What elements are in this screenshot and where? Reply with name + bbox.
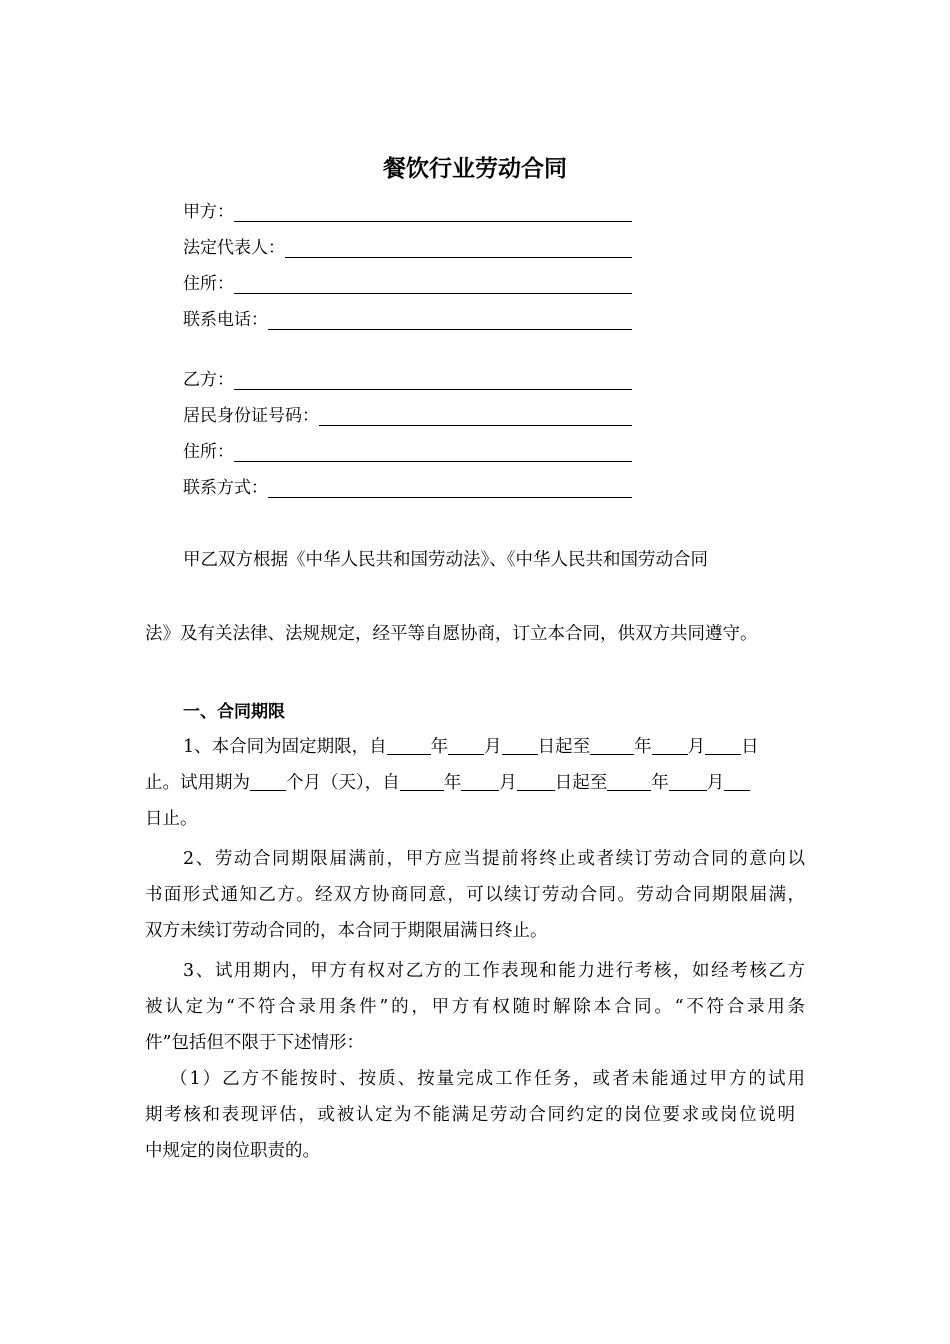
party-b-contact-blank[interactable] xyxy=(268,477,632,498)
probation-end-month-blank[interactable] xyxy=(669,772,707,791)
probation-end-day-blank[interactable] xyxy=(724,772,750,791)
party-a-address-blank[interactable] xyxy=(234,273,632,294)
item-3-1-line-1: （1）乙方不能按时、按质、按量完成工作任务，或者未能通过甲方的试用 xyxy=(170,1069,805,1089)
party-a-name-label: 甲方： xyxy=(183,202,234,222)
item-2-line-2: 书面形式通知乙方。经双方协商同意，可以续订劳动合同。劳动合同期限届满， xyxy=(145,885,805,905)
end-year-blank[interactable] xyxy=(590,736,634,755)
intro-line-1 xyxy=(183,548,708,572)
party-b-id-label: 居民身份证号码： xyxy=(183,406,319,426)
intro-line-2-text: 》及有关法律、法规规定，经平等自愿协商，订立本合同，供双方共同遵守。 xyxy=(162,624,758,644)
from-day-label: 日起至 xyxy=(554,773,608,793)
start-day-blank[interactable] xyxy=(502,736,538,755)
probation-text: 止。试用期为 xyxy=(145,773,250,793)
party-a-rep-field xyxy=(183,236,632,260)
intro-line-2-law-end: 法 xyxy=(145,624,163,644)
party-a-name-field xyxy=(183,200,632,224)
intro-line-1-text: 甲乙双方根据《中华人民共和国劳动法》、《 xyxy=(183,550,516,570)
party-b-id-field xyxy=(183,404,632,428)
party-b-name-label: 乙方： xyxy=(183,370,234,390)
month-label: 月 xyxy=(484,737,502,757)
item-2-line-3: 双方未续订劳动合同的，本合同于期限届满日终止。 xyxy=(145,921,548,941)
intro-line-2 xyxy=(145,622,758,646)
party-a-rep-blank[interactable] xyxy=(285,237,632,258)
month-label: 月 xyxy=(499,773,517,793)
year-label: 年 xyxy=(443,773,462,793)
item-3-1-line-2: 期考核和表现评估，或被认定为不能满足劳动合同约定的岗位要求或岗位说明 xyxy=(145,1105,795,1125)
item-1-text-start: 1、本合同为固定期限，自 xyxy=(183,737,387,757)
year-label: 年 xyxy=(634,737,652,757)
year-label: 年 xyxy=(430,737,449,757)
probation-months-blank[interactable] xyxy=(250,772,286,791)
party-b-address-label: 住所： xyxy=(183,442,234,462)
item-3-1-line-3: 中规定的岗位职责的。 xyxy=(145,1141,320,1161)
party-a-address-field xyxy=(183,272,632,296)
end-day-label: 日 xyxy=(741,737,759,757)
party-b-name-field xyxy=(183,368,632,392)
party-b-address-field xyxy=(183,440,632,464)
start-month-blank[interactable] xyxy=(448,736,484,755)
item-1-line-2 xyxy=(145,771,750,795)
probation-start-year-blank[interactable] xyxy=(400,772,444,791)
start-year-blank[interactable] xyxy=(387,736,431,755)
probation-start-day-blank[interactable] xyxy=(517,772,555,791)
item-1-line-1 xyxy=(183,735,759,759)
item-1-line-3: 日止。 xyxy=(145,809,198,829)
item-2-line-1: 2、劳动合同期限届满前，甲方应当提前将终止或者续订劳动合同的意向以 xyxy=(183,849,805,869)
probation-end-year-blank[interactable] xyxy=(607,772,651,791)
party-b-name-blank[interactable] xyxy=(234,369,632,390)
document-title: 餐饮行业劳动合同 xyxy=(383,156,567,182)
probation-start-month-blank[interactable] xyxy=(461,772,499,791)
party-a-rep-label: 法定代表人： xyxy=(183,238,285,258)
party-a-phone-label: 联系电话： xyxy=(183,310,268,330)
item-3-line-1: 3、试用期内，甲方有权对乙方的工作表现和能力进行考核，如经考核乙方 xyxy=(183,961,805,981)
section-1-heading: 一、合同期限 xyxy=(183,702,285,722)
party-a-address-label: 住所： xyxy=(183,274,234,294)
party-b-id-blank[interactable] xyxy=(319,405,632,426)
party-a-phone-field xyxy=(183,308,632,332)
probation-unit-text: 个月（天），自 xyxy=(286,773,400,793)
party-a-name-blank[interactable] xyxy=(234,201,632,222)
party-b-address-blank[interactable] xyxy=(234,441,632,462)
party-b-contact-label: 联系方式： xyxy=(183,478,268,498)
month-label: 月 xyxy=(687,737,706,757)
year-label: 年 xyxy=(651,773,669,793)
end-day-blank[interactable] xyxy=(705,736,741,755)
party-b-contact-field xyxy=(183,476,632,500)
from-day-label: 日起至 xyxy=(537,737,591,757)
item-3-line-3: 件”包括但不限于下述情形： xyxy=(145,1033,364,1053)
month-label: 月 xyxy=(706,773,725,793)
party-a-phone-blank[interactable] xyxy=(268,309,632,330)
item-3-line-2: 被认定为“不符合录用条件”的，甲方有权随时解除本合同。“不符合录用条 xyxy=(145,997,805,1017)
end-month-blank[interactable] xyxy=(652,736,688,755)
intro-line-1-law-name: 中华人民共和国劳动合同 xyxy=(515,550,708,570)
